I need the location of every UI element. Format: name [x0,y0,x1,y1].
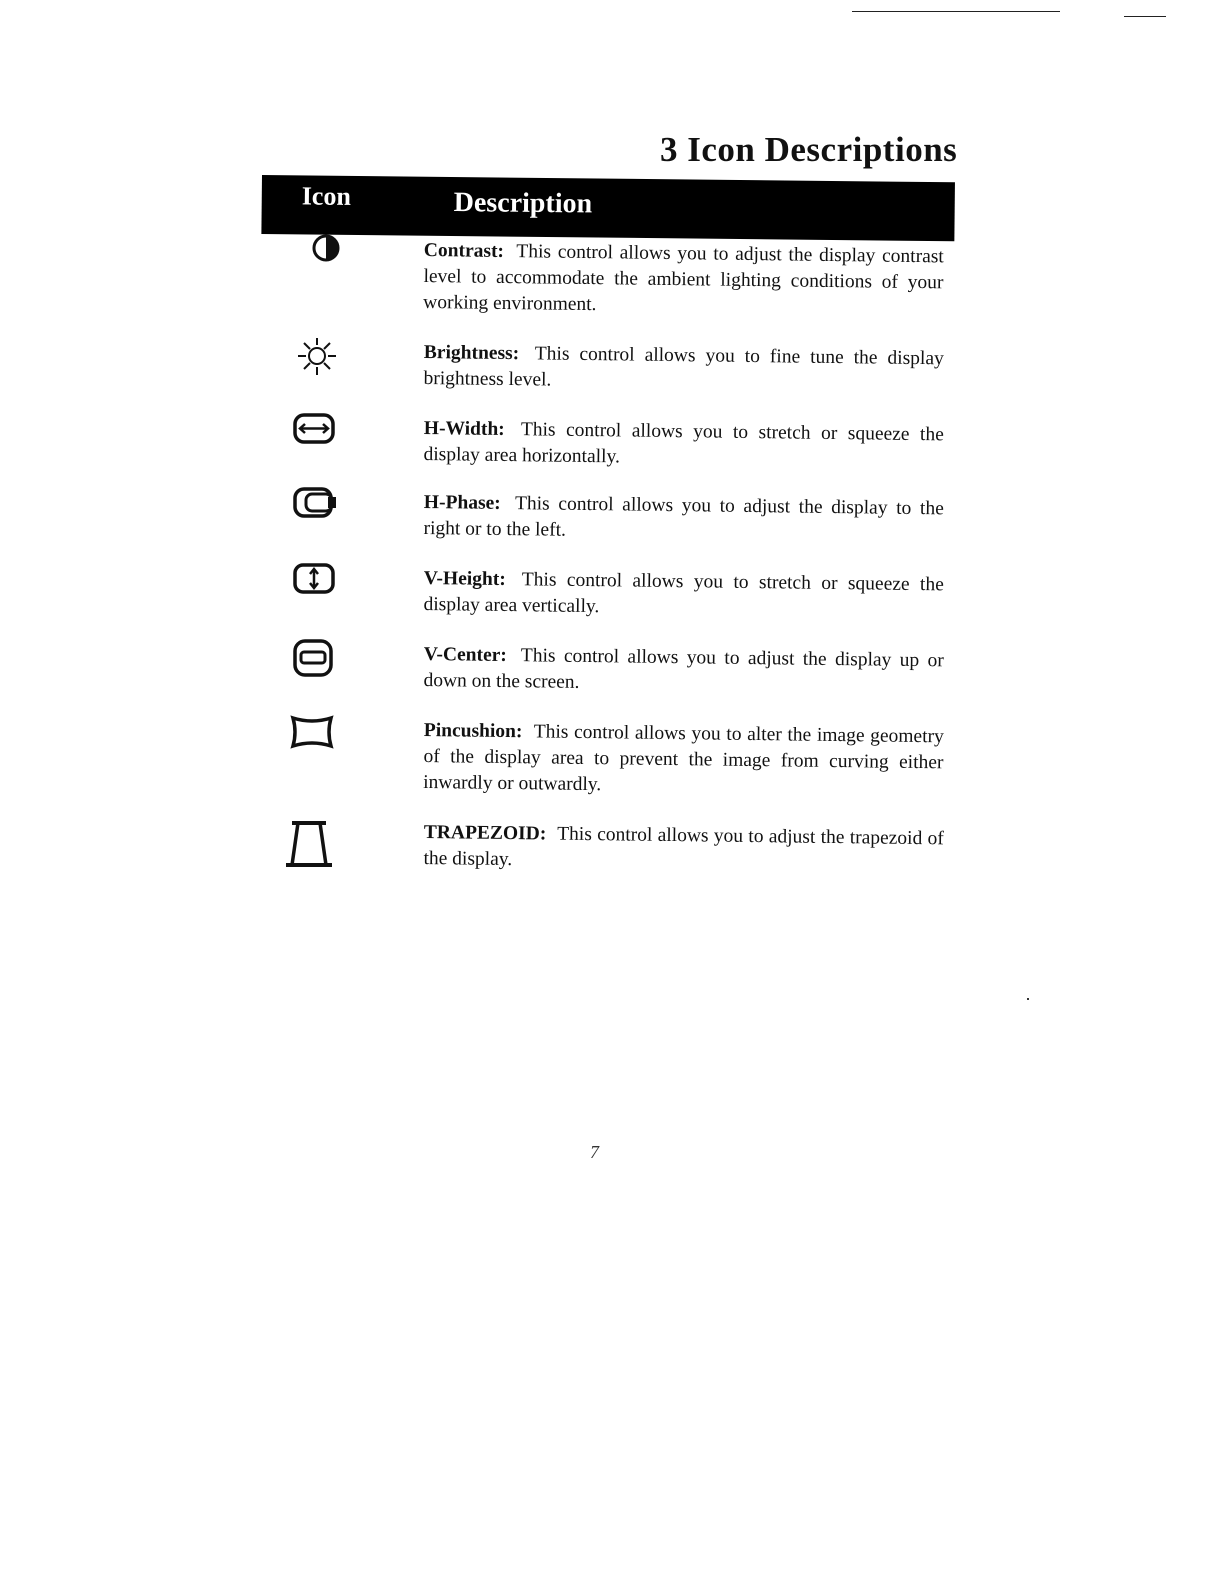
row-h-phase-text [423,490,944,548]
row-trapezoid-text [423,820,944,878]
row-v-center-description: This control allows you to adjust the display up or down on the screen. [423,645,944,693]
trapezoid-icon [284,818,334,868]
row-h-phase-term: H-Phase: [423,491,501,514]
page-title: 3 Icon Descriptions [660,130,958,169]
row-contrast-text [423,238,944,322]
row-h-width-term: H-Width: [423,417,505,440]
row-v-center-text [423,642,944,700]
row-v-center-term: V-Center: [423,643,507,667]
v-center-icon [292,638,342,688]
pincushion-icon [290,714,340,764]
row-trapezoid-description: This control allows you to adjust the trapezoid of the display. [423,823,944,871]
h-phase-icon [292,486,342,536]
row-brightness-description: This control allows you to fine tune the display brightness level. [423,343,944,391]
row-pincushion-text [423,718,944,802]
contrast-icon [310,232,360,282]
row-contrast-description: This control allows you to adjust the display contrast level to accommodate the ambient lighting conditions of your working environment. [423,241,944,316]
page-number: 7 [590,1142,599,1162]
h-width-icon [292,412,342,462]
v-height-icon [292,562,342,612]
row-v-height-text [423,566,944,624]
row-brightness-text [423,340,944,398]
row-v-height-term: V-Height: [423,567,506,590]
header-description-column: Description [453,187,593,220]
scan-speck [1027,998,1029,1000]
row-v-height-description: This control allows you to stretch or squeeze the display area vertically. [423,569,944,618]
row-trapezoid-term: TRAPEZOID: [423,821,547,845]
row-h-width-description: This control allows you to stretch or squeeze the display area horizontally. [423,419,944,468]
header-icon-column: Icon [301,181,352,211]
row-h-width-text [423,416,944,474]
brightness-icon [294,336,344,386]
row-pincushion-term: Pincushion: [423,719,523,743]
row-brightness-term: Brightness: [423,341,520,365]
row-contrast-term: Contrast: [423,239,505,262]
row-pincushion-description: This control allows you to alter the image geometry of the display area to prevent the image from curving either inwardly or outwardly. [423,721,944,796]
row-h-phase-description: This control allows you to adjust the display to the right or to the left. [423,493,944,541]
